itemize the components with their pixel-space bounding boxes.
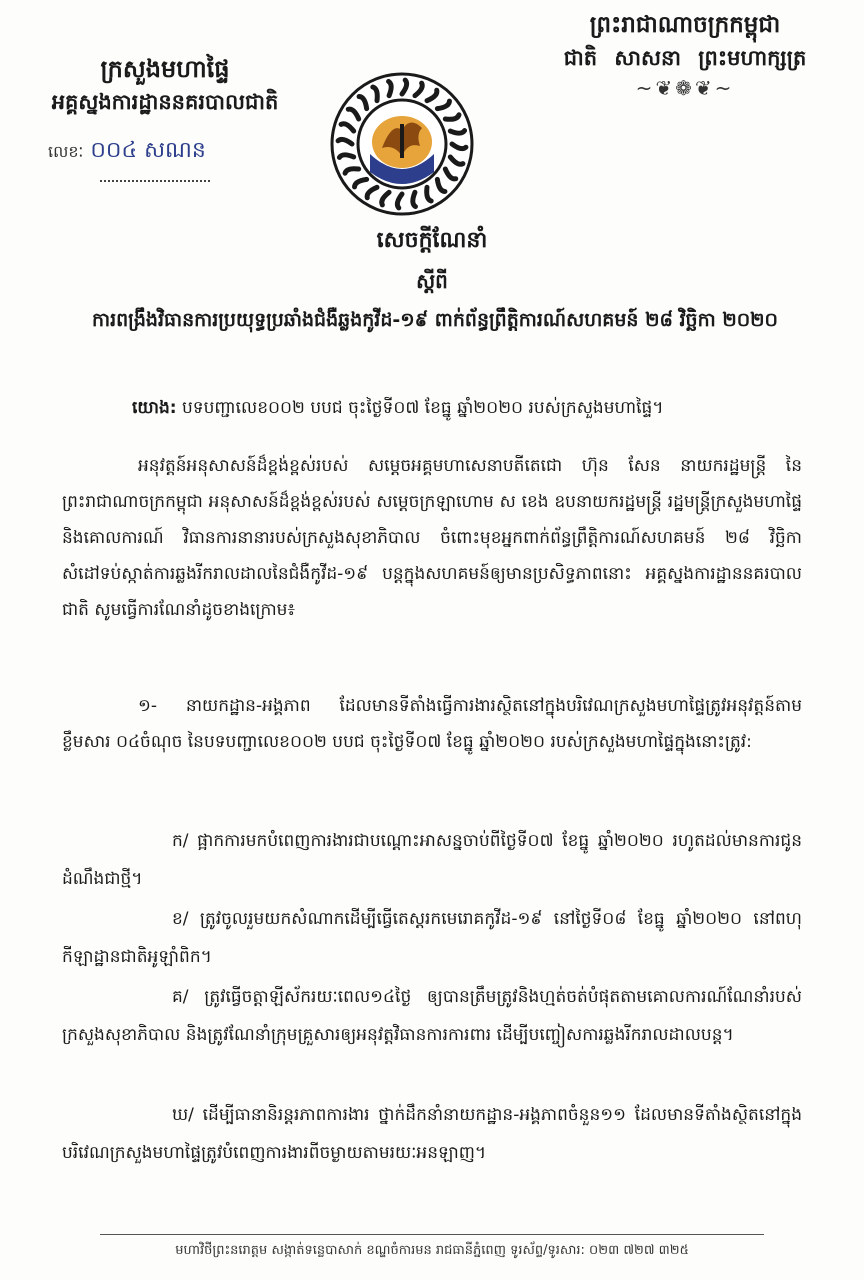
ministry-name: ក្រសួងមហាផ្ទៃ [100, 55, 230, 83]
footer-divider [100, 1234, 764, 1235]
kingdom-block [530, 8, 840, 100]
emblem-ray [450, 131, 464, 134]
emblem-ray [389, 81, 392, 95]
emblem-ray [413, 192, 416, 206]
reference-line [62, 390, 864, 426]
department-name: អគ្គស្នងការដ្ឋាននគរបាលជាតិ [51, 90, 279, 114]
reference-number [48, 136, 206, 168]
issuer-block [20, 52, 310, 118]
kingdom-name: ព្រះរាជាណាចក្រកម្ពុជា [589, 12, 781, 38]
footer-address: មហាវិថីព្រះនរោត្តម សង្កាត់ទន្លេបាសាក់ ខណ្ឌចំការមន រាជធានីភ្នំពេញ ទូរស័ព្ទ/ទូរសារ: ០២៣ ៧២៧ ៣២៥ [175, 1243, 689, 1258]
intro-paragraph: អនុវត្តន៍អនុសាសន៍ដ៏ខ្ពង់ខ្ពស់របស់ សម្តេចអគ្គមហាសេនាបតីតេជោ ហ៊ុន សែន នាយករដ្ឋមន្ត្រី នៃព្រះរាជាណាចក្រកម្ពុជា អនុសាសន៍ដ៏ខ្ពង់ខ្ពស់របស់ សម្តេចក្រឡាហោម ស ខេង ឧបនាយករដ្ឋមន្ត្រី រដ្ឋមន្ត្រីក្រសួងមហាផ្ទៃ និងគោលការណ៍ វិធានការនានារបស់ក្រសួងសុខាភិបាល ចំពោះមុខអ្នកពាក់ព័ន្ធព្រឹត្តិការណ៍សហគមន៍ ២៨ វិច្ឆិកា សំដៅទប់ស្កាត់ការឆ្លងរីករាលដាលនៃជំងឺកូវីដ-១៩ បន្តក្នុងសហគមន៍ឲ្យមានប្រសិទ្ធភាពនោះ អគ្គស្នងការដ្ឋាននគរបាលជាតិ សូមធ្វើការណែនាំដូចខាងក្រោម៖ [62, 456, 802, 620]
document-subject: ការពង្រឹងវិធានការប្រយុទ្ធប្រឆាំងជំងឺឆ្លងកូវីដ-១៩ ពាក់ព័ន្ធព្រឹត្តិការណ៍សហគមន៍ ២៨ វិច្ឆិកា ២០២០ [92, 309, 778, 331]
emblem-ray [339, 155, 353, 158]
document-subtitle: ស្ដីពី [416, 269, 448, 293]
divider [100, 180, 210, 182]
sub-item-gho: ឃ/ ដើម្បីធានានិរន្តរភាពការងារ ថ្នាក់ដឹកនាំនាយកដ្ឋាន-អង្គភាពចំនួន១១ ដែលមានទីតាំងស្ថិតនៅក្នុងបរិវេណក្រសួងមហាផ្ទៃត្រូវបំពេញការងារពីចម្ងាយតាមរយៈអនឡាញ។ [62, 1105, 802, 1163]
national-motto: ជាតិ សាសនា ព្រះមហាក្សត្រ [563, 46, 807, 70]
reference-text: បទបញ្ជាលេខ០០២ បបជ ចុះថ្ងៃទី០៧ ខែធ្នូ ឆ្នាំ២០២០ របស់ក្រសួងមហាផ្ទៃ។ [181, 398, 664, 418]
reference-number-label: លេខៈ [48, 142, 84, 161]
sub-item-kha: ខ/ ត្រូវចូលរួមយកសំណាកដើម្បីធ្វើតេស្តរកមេរោគកូវីដ-១៩ នៅថ្ងៃទី០៨ ខែធ្នូ ឆ្នាំ២០២០ នៅពហុកីឡាដ្ឋានជាតិអូឡាំពិក។ [62, 909, 802, 967]
document-title: សេចក្ដីណែនាំ [376, 228, 488, 253]
sub-item-ko: គ/ ត្រូវធ្វើចត្តាឡីស័ករយៈពេល១៤ថ្ងៃ ឲ្យបានត្រឹមត្រូវនិងហ្មត់ចត់បំផុតតាមគោលការណ៍ណែនាំរបស់ក្រសួងសុខាភិបាល និងត្រូវណែនាំក្រុមគ្រួសារឲ្យអនុវត្តវិធានការការពារ ដើម្បីបញ្ចៀសការឆ្លងរីករាលដាលបន្ត។ [62, 987, 802, 1045]
item-1-paragraph: ១- នាយកដ្ឋាន-អង្គភាព ដែលមានទីតាំងធ្វើការងារស្ថិតនៅក្នុងបរិវេណក្រសួងមហាផ្ទៃត្រូវអនុវត្តន៍តាមខ្លឹមសារ ០៤ចំណុច នៃបទបញ្ជាលេខ០០២ បបជ ចុះថ្ងៃទី០៧ ខែធ្នូ ឆ្នាំ២០២០ របស់ក្រសួងមហាផ្ទៃក្នុងនោះត្រូវ: [62, 696, 802, 752]
reference-label: យោង: [132, 398, 177, 418]
reference-number-value: ០០៤ សណន [90, 138, 206, 163]
sub-item-ka: ក/ ផ្អាកការមកបំពេញការងារជាបណ្ដោះអាសន្នចាប់ពីថ្ងៃទី០៧ ខែធ្នូ ឆ្នាំ២០២០ រហូតដល់មានការជូនដំណឹងជាថ្មី។ [62, 831, 802, 889]
ornament-icon: ~❦❁❦~ [635, 76, 735, 100]
national-police-emblem-icon [330, 72, 474, 216]
